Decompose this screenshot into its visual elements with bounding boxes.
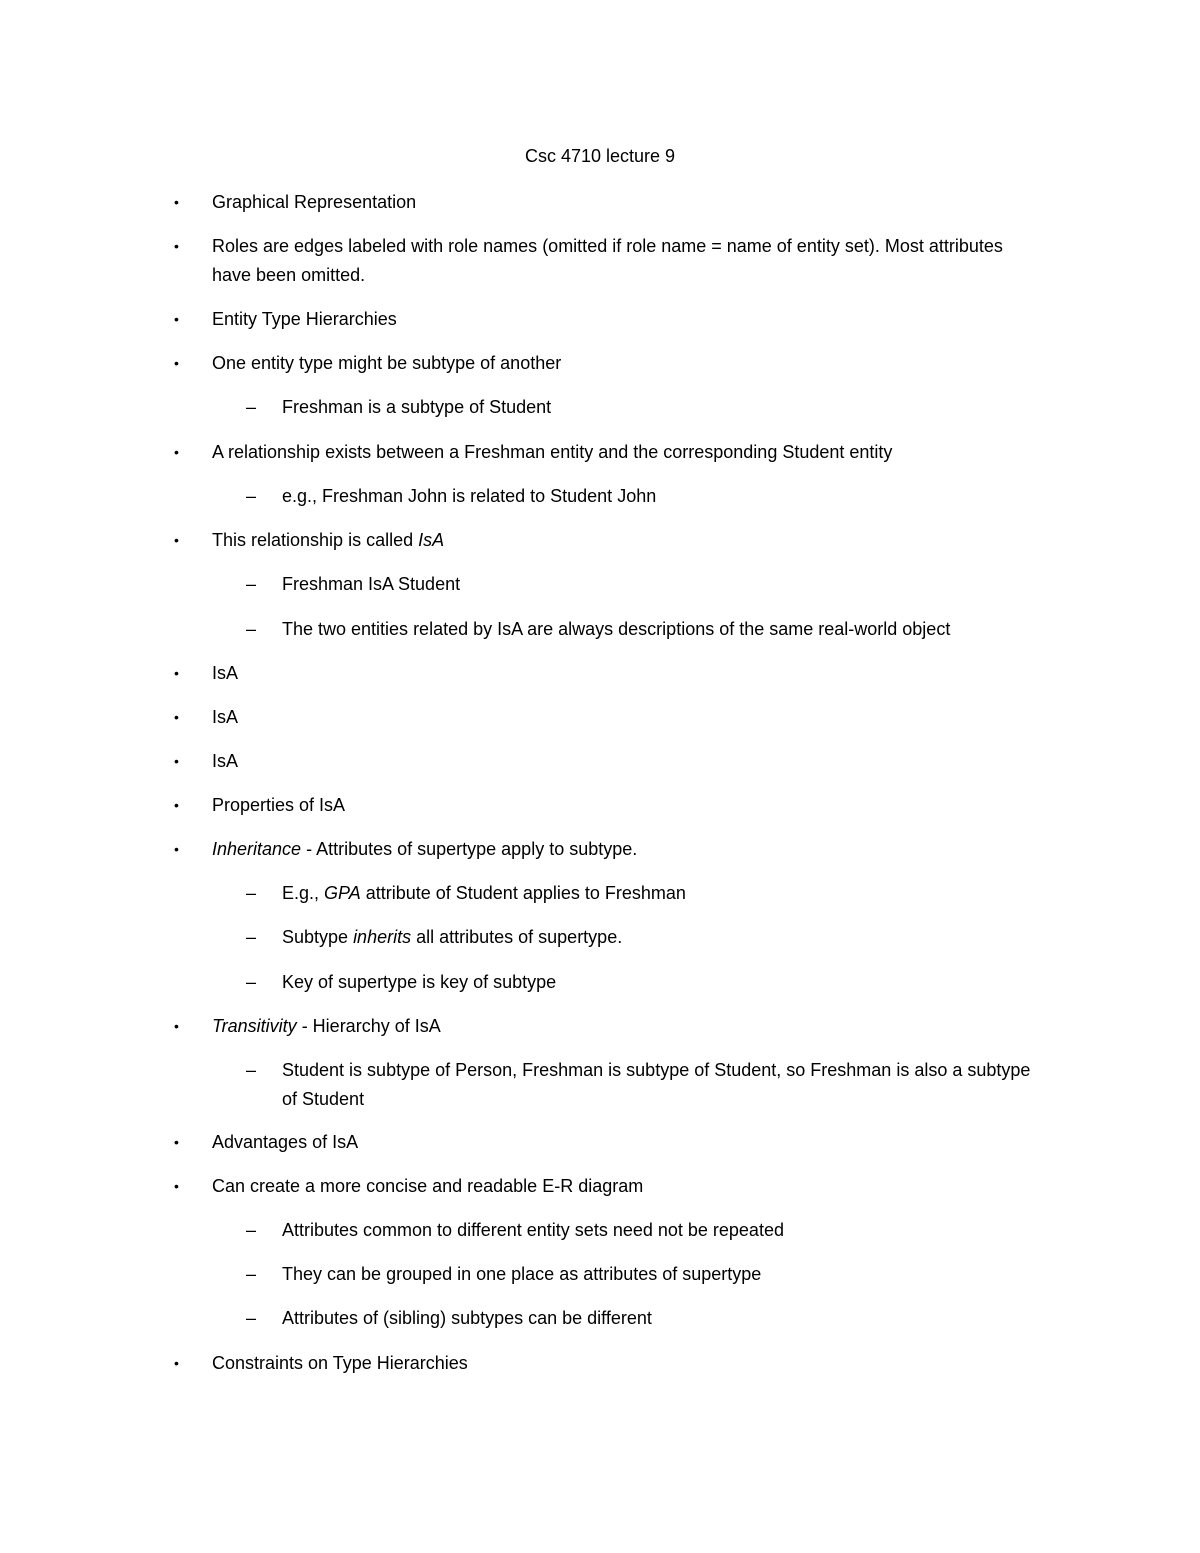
text-run: all attributes of supertype. xyxy=(411,927,623,947)
bullet-item xyxy=(174,188,1042,217)
bullet-item xyxy=(174,659,1042,688)
text-run: IsA xyxy=(212,751,239,771)
bullet-marker: • xyxy=(174,532,179,548)
bullet-marker: • xyxy=(174,709,179,725)
text-run: Roles are edges labeled with role names (omitted if role name = name of entity set). Most attributes have been omitted. xyxy=(212,236,1003,285)
sub-bullet-item xyxy=(246,1056,1042,1114)
dash-marker: – xyxy=(246,883,257,903)
dash-marker: – xyxy=(246,1220,257,1240)
item-text xyxy=(212,795,345,815)
text-run: Freshman is a subtype of Student xyxy=(282,397,552,417)
sub-bullet-item xyxy=(246,923,1042,952)
item-text xyxy=(282,972,556,992)
dash-marker: – xyxy=(246,1264,257,1284)
item-text xyxy=(282,486,656,506)
item-text xyxy=(282,1060,1030,1109)
sub-bullet-item xyxy=(246,1304,1042,1333)
bullet-item xyxy=(174,747,1042,776)
text-run: Subtype xyxy=(282,927,354,947)
bullet-item xyxy=(174,835,1042,864)
sub-bullet-item xyxy=(246,1260,1042,1289)
italic-text-run: GPA xyxy=(324,883,361,903)
dash-marker: – xyxy=(246,927,257,947)
text-run: One entity type might be subtype of another xyxy=(212,353,562,373)
bullet-marker: • xyxy=(174,1355,179,1371)
bullet-item xyxy=(174,791,1042,820)
item-text xyxy=(212,1132,358,1152)
bullet-marker: • xyxy=(174,311,179,327)
item-text xyxy=(212,353,561,373)
text-run: Student is subtype of Person, Freshman is subtype of Student, so Freshman is also a subtype of Student xyxy=(282,1060,1031,1109)
dash-marker: – xyxy=(246,619,257,639)
text-run: Graphical Representation xyxy=(212,192,417,212)
text-run: IsA xyxy=(212,663,239,683)
sub-bullet-item xyxy=(246,482,1042,511)
bullet-marker: • xyxy=(174,665,179,681)
text-run: - Attributes of supertype apply to subtype. xyxy=(301,839,638,859)
item-text xyxy=(282,883,686,903)
bullet-item xyxy=(174,232,1042,290)
text-run: IsA xyxy=(212,707,239,727)
text-run: attribute of Student applies to Freshman xyxy=(360,883,686,903)
item-text xyxy=(282,1264,761,1284)
item-text xyxy=(212,236,1003,285)
item-text xyxy=(212,1016,441,1036)
text-run: Can create a more concise and readable E-R diagram xyxy=(212,1176,644,1196)
bullet-marker: • xyxy=(174,1134,179,1150)
text-run: e.g., Freshman John is related to Student John xyxy=(282,486,657,506)
item-text xyxy=(282,397,551,417)
text-run: Attributes of (sibling) subtypes can be different xyxy=(282,1308,652,1328)
dash-marker: – xyxy=(246,397,257,417)
bullet-item xyxy=(174,1172,1042,1201)
item-text xyxy=(282,1308,652,1328)
dash-marker: – xyxy=(246,972,257,992)
item-text xyxy=(212,309,397,329)
bullet-marker: • xyxy=(174,1178,179,1194)
bullet-item xyxy=(174,703,1042,732)
bullet-item xyxy=(174,1012,1042,1041)
bullet-marker: • xyxy=(174,841,179,857)
item-text xyxy=(282,927,622,947)
item-text xyxy=(212,1353,468,1373)
sub-bullet-item xyxy=(246,1216,1042,1245)
item-text xyxy=(282,619,950,639)
sub-bullet-item xyxy=(246,615,1042,644)
item-text xyxy=(212,839,637,859)
item-text xyxy=(212,192,416,212)
text-run: Constraints on Type Hierarchies xyxy=(212,1353,468,1373)
sub-bullet-item xyxy=(246,879,1042,908)
italic-text-run: IsA xyxy=(418,530,445,550)
item-text xyxy=(212,751,238,771)
item-text xyxy=(212,1176,643,1196)
text-run: Key of supertype is key of subtype xyxy=(282,972,557,992)
item-text xyxy=(212,530,444,550)
dash-marker: – xyxy=(246,1060,257,1080)
text-run: E.g., xyxy=(282,883,325,903)
item-text xyxy=(282,1220,784,1240)
sub-bullet-item xyxy=(246,968,1042,997)
italic-text-run: inherits xyxy=(353,927,412,947)
item-text xyxy=(212,442,892,462)
dash-marker: – xyxy=(246,1308,257,1328)
page-title: Csc 4710 lecture 9 xyxy=(524,146,676,166)
sub-bullet-item xyxy=(246,570,1042,599)
bullet-marker: • xyxy=(174,194,179,210)
bullet-item xyxy=(174,349,1042,378)
bullet-item xyxy=(174,438,1042,467)
text-run: This relationship is called xyxy=(212,530,419,550)
bullet-item xyxy=(174,526,1042,555)
bullet-item xyxy=(174,305,1042,334)
bullet-marker: • xyxy=(174,444,179,460)
italic-text-run: Transitivity xyxy=(212,1016,297,1036)
bullet-marker: • xyxy=(174,355,179,371)
text-run: They can be grouped in one place as attributes of supertype xyxy=(282,1264,762,1284)
dash-marker: – xyxy=(246,574,257,594)
text-run: Freshman IsA Student xyxy=(282,574,461,594)
text-run: Advantages of IsA xyxy=(212,1132,359,1152)
text-run: Properties of IsA xyxy=(212,795,346,815)
dash-marker: – xyxy=(246,486,257,506)
text-run: The two entities related by IsA are always descriptions of the same real-world object xyxy=(282,619,951,639)
bullet-marker: • xyxy=(174,797,179,813)
text-run: Entity Type Hierarchies xyxy=(212,309,397,329)
italic-text-run: Inheritance xyxy=(212,839,302,859)
text-run: A relationship exists between a Freshman entity and the corresponding Student entity xyxy=(212,442,893,462)
bullet-item xyxy=(174,1349,1042,1378)
item-text xyxy=(212,707,238,727)
text-run: - Hierarchy of IsA xyxy=(296,1016,441,1036)
text-run: Attributes common to different entity sets need not be repeated xyxy=(282,1220,784,1240)
bullet-marker: • xyxy=(174,1018,179,1034)
item-text xyxy=(212,663,238,683)
bullet-marker: • xyxy=(174,753,179,769)
bullet-marker: • xyxy=(174,238,179,254)
sub-bullet-item xyxy=(246,393,1042,422)
item-text xyxy=(282,574,460,594)
bullet-item xyxy=(174,1128,1042,1157)
